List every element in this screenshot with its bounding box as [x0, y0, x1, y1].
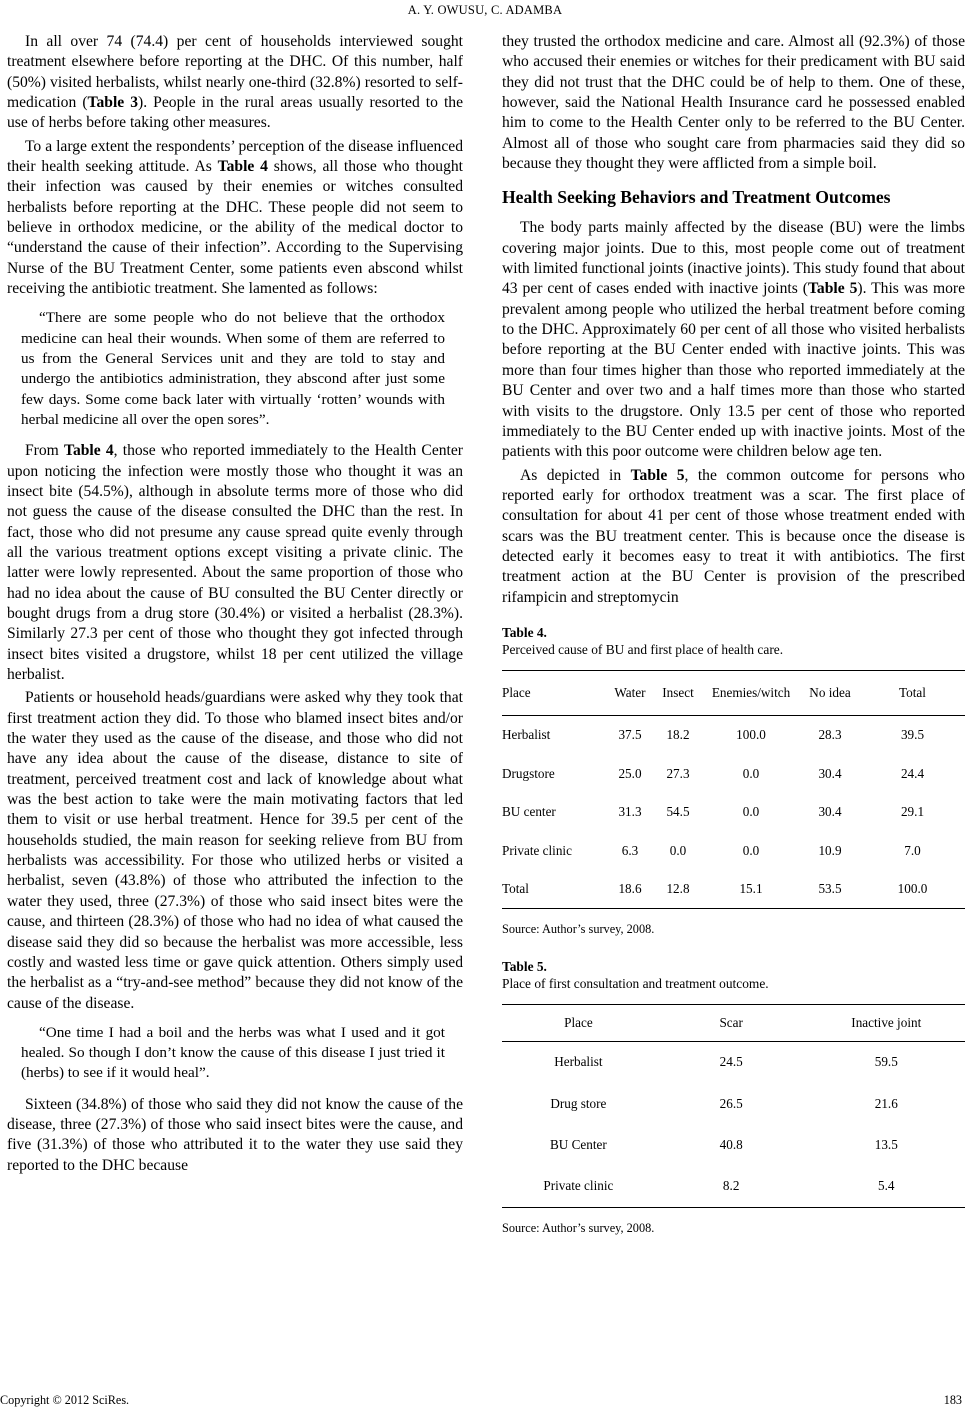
block-quote: “One time I had a boil and the herbs was what I used and it got healed. So though I don’t know the cause of this disease I just tried it (herbs) to see if it would heal”.: [21, 1023, 445, 1082]
table-cell: Private clinic: [543, 1178, 614, 1194]
paragraph: they trusted the orthodox medicine and care. Almost all (92.3%) of those who accused their enemies or witches for their predicament with BU said they did not trust that the DHC could be of help to them. One of these, however, said the National Health Insurance card he possessed enabled him to come to the Health Center only to be referred to the BU Center. Almost all of those who sought care from pharmacies said they did so because they thought they were afflicted from a simple boil.: [502, 33, 965, 173]
table-cell: 12.8: [666, 881, 690, 897]
table-cell: 21.6: [874, 1095, 898, 1111]
table-reference: Table 4: [217, 158, 268, 176]
table-header-row: [502, 670, 965, 715]
table-reference: Table 4: [63, 442, 114, 460]
table-cell: 7.0: [904, 842, 921, 858]
table-cell: Private clinic: [502, 842, 572, 858]
column-header: Insect: [662, 684, 694, 700]
table5-title: [502, 958, 965, 992]
paragraph: As depicted in Table 5, the common outcome for persons who reported early for orthodox treatment was a scar. The first place of consultation for about 41 per cent of those whose treatment ended with scars was the BU treatment center. This is because once the disease is detected early it becomes easy to treat it with antibiotics. The first treatment action at the BU Center is provision of the prescribed rifampicin and streptomycin: [502, 466, 965, 606]
table-reference: Table 5: [630, 466, 685, 484]
table-header-row: [502, 1004, 965, 1041]
table-cell: 40.8: [719, 1136, 743, 1152]
table-cell: 53.5: [818, 881, 842, 897]
column-header: Place: [564, 1014, 593, 1030]
table-cell: 30.4: [818, 804, 842, 820]
table4-source: Source: Author’s survey, 2008.: [502, 922, 655, 937]
table-cell: Drug store: [550, 1095, 607, 1111]
table-reference: Table 3: [87, 94, 139, 112]
table-cell: 0.0: [669, 842, 687, 858]
table-cell: Total: [502, 881, 529, 897]
table4-caption: Perceived cause of BU and first place of health care.: [502, 641, 784, 657]
paragraph: Sixteen (34.8%) of those who said they did not know the cause of the disease, three (27.3%) of those who said insect bites were the cause, and five (31.3%) of those who attributed it to the water they use said they reported to the DHC because: [7, 1095, 463, 1174]
table-row: [502, 715, 965, 754]
table-cell: 27.3: [666, 765, 690, 781]
table-cell: Drugstore: [502, 765, 555, 781]
column-header: Water: [614, 684, 646, 700]
table-cell: 0.0: [742, 804, 760, 820]
table-row: [502, 793, 965, 832]
table5-label: Table 5.: [502, 958, 547, 974]
table-cell: 100.0: [736, 727, 766, 743]
column-header: Inactive joint: [851, 1014, 922, 1030]
paragraph: The body parts mainly affected by the disease (BU) were the limbs covering major joints. Due to this, most people come out of treatment with limited functional joints (inactive joints). This study found that about 43 per cent of cases ended with inactive joints (Table 5). This was more prevalent among people who utilized the herbal treatment before coming to the DHC. Approximately 60 per cent of all those who visited herbalists before reporting at the BU Center ended with inactive joints. This was more than four times higher than those who reported immediately at the BU Center and over two and a half times more than those who started with visits to the drugstore. Only 13.5 per cent of those who reported immediately to the BU Center ended up with inactive joints. Most of the patients with this poor outcome were children below age ten.: [502, 219, 965, 461]
table-cell: 18.2: [666, 727, 690, 743]
table4-title: [502, 624, 965, 658]
table-cell: 29.1: [900, 804, 925, 820]
table-cell: 15.1: [739, 881, 763, 897]
table-row: [502, 870, 965, 909]
table-cell: 0.0: [742, 765, 760, 781]
table-row: [502, 1041, 965, 1083]
table-cell: 100.0: [897, 881, 928, 897]
paragraph: To a large extent the respondents’ perception of the disease influenced their health seeking attitude. As Table 4 shows, all those who thought their infection was caused by their enemies or witches consulted herbalists before reporting at the DHC. These people did not seem to believe in orthodox medicine, or the ability of the medical doctor to “understand the cause of their infection”. According to the Supervising Nurse of the BU Treatment Center, some patients even abscond whilst receiving the antibiotic treatment. She lamented as follows:: [7, 137, 464, 298]
column-header: Enemies/witch: [711, 684, 791, 700]
table-reference: Table 5: [807, 280, 858, 298]
table-cell: 25.0: [618, 765, 642, 781]
table4: [502, 670, 965, 910]
table-cell: Herbalist: [502, 727, 551, 743]
table5: [502, 1004, 965, 1208]
table4-label: Table 4.: [502, 624, 547, 640]
table-cell: 54.5: [666, 804, 690, 820]
paragraph: From Table 4, those who reported immediately to the Health Center upon noticing the infection were mostly those who thought it was an insect bite (54.5%), although in absolute terms more of those who did not guess the cause of the disease consulted the DHC than the rest. In fact, those who did not presume any cause spread quite evenly through all the various treatment options except visiting a private clinic. The latter were lowly represented. About the same proportion of those who had no idea about the cause of BU consulted the BU Center directly or bought drugs from a drug store (30.4%) or visited a herbalist (28.3%). Similarly 27.3 per cent of those who thought they got infected through insect bites visited a drugstore, whilst 18 per cent utilized the village herbalist.: [7, 442, 463, 684]
footer-copyright: Copyright © 2012 SciRes.: [0, 1393, 130, 1407]
table-cell: 37.5: [618, 727, 642, 743]
table-cell: Herbalist: [554, 1054, 603, 1070]
table5-caption: Place of first consultation and treatment outcome.: [502, 975, 769, 991]
table-cell: BU Center: [550, 1136, 607, 1152]
page-number: 183: [943, 1393, 962, 1407]
table-row: [502, 831, 965, 870]
block-quote: “There are some people who do not believe that the orthodox medicine can heal their wounds. When some of them are referred to us from the General Services unit and they are told to stay and undergo the antibiotics administration, they abscond after just some few days. Some come back later with virtually ‘rotten’ wounds with herbal medicine all over the open sores”.: [21, 309, 445, 428]
table-cell: BU center: [502, 804, 556, 820]
table-cell: 5.4: [878, 1178, 895, 1194]
column-header: No idea: [809, 684, 851, 700]
table-cell: 24.4: [900, 765, 925, 781]
right-column: [502, 32, 965, 1238]
table-cell: 0.0: [742, 842, 760, 858]
paragraph: In all over 74 (74.4) per cent of households interviewed sought treatment elsewhere before reporting at the DHC. Of this number, half (50%) visited herbalists, whilst nearly one-third (32.8%) resorted to self-medication (Table 3). People in the rural areas usually resorted to the use of herbs before taking other measures.: [7, 33, 463, 132]
column-header: Scar: [719, 1014, 743, 1030]
table-row: [502, 1166, 965, 1208]
table-row: [502, 754, 965, 793]
running-head: A. Y. OWUSU, C. ADAMBA: [407, 3, 563, 17]
table-cell: 59.5: [874, 1054, 898, 1070]
table-cell: 30.4: [818, 765, 842, 781]
table-cell: 10.9: [818, 842, 842, 858]
table-cell: 31.3: [618, 804, 642, 820]
table-cell: 24.5: [719, 1054, 743, 1070]
table-cell: 18.6: [618, 881, 642, 897]
column-header: Total: [899, 684, 926, 700]
table-cell: 28.3: [818, 727, 842, 743]
table5-source: Source: Author’s survey, 2008.: [502, 1220, 655, 1235]
table-row: [502, 1124, 965, 1165]
table-row: [502, 1083, 965, 1124]
column-header: Place: [502, 684, 531, 700]
table-cell: 8.2: [722, 1178, 740, 1194]
left-column: [7, 32, 463, 1179]
paragraph: Patients or household heads/guardians were asked why they took that first treatment action they did. To those who blamed insect bites and/or the water they used as the cause of the disease, and those who did not have any idea about the cause of the disease, distance to site of treatment, perceived treatment cost and lack of knowledge about what was the best action to take were the main motivating factors that led them to visit or use herbal treatment. Hence for 39.5 per cent of the households studied, the main reason for seeking relieve from BU from herbalists was accessibility. For those who utilized herbs or visited a herbalist, seven (43.8%) of those who attributed the infection to the water they used, three (27.3%) of those who said insect bites were the cause, and thirteen (28.3%) of those who had no idea of what caused the disease said they did so because the herbalist was more accessible, less costly and wasted less time or gave quick attention. Others simply used the herbalist as a “try-and-see method” because they did not know of the cause of the disease.: [7, 689, 463, 1012]
table-cell: 6.3: [621, 842, 639, 858]
table-cell: 26.5: [719, 1095, 743, 1111]
section-heading: Health Seeking Behaviors and Treatment Outcomes: [502, 187, 891, 208]
table-cell: 39.5: [900, 727, 925, 743]
table-cell: 13.5: [874, 1136, 898, 1152]
